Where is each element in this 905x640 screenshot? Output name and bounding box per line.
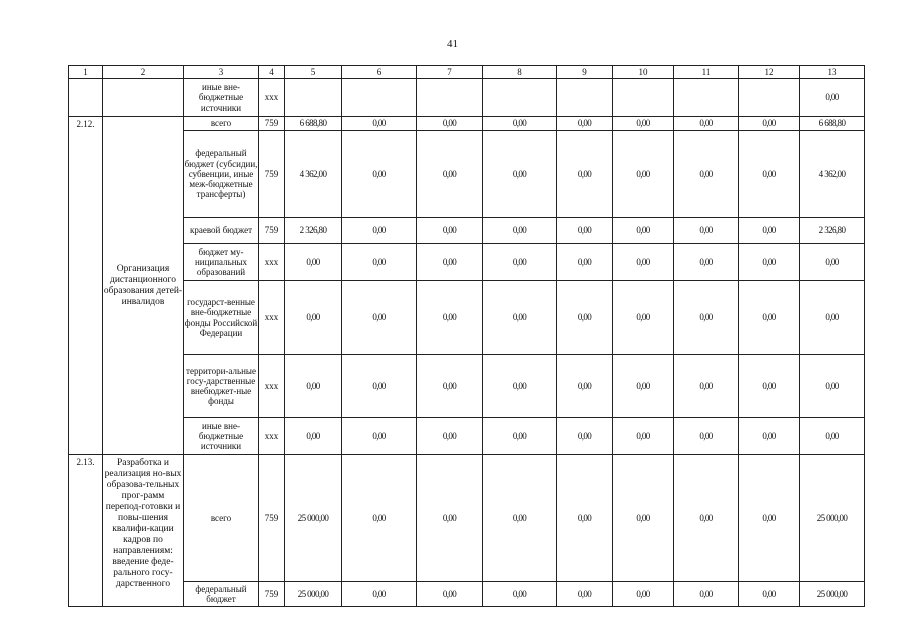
row-number: 2.13. [69, 455, 103, 607]
table-row [69, 418, 865, 455]
column-header: 11 [674, 66, 739, 79]
table-row [69, 131, 865, 218]
value-cell: 0,00 [557, 281, 613, 355]
value-cell: 0,00 [739, 455, 800, 582]
value-cell: 2 326,80 [800, 218, 865, 244]
value-cell [739, 79, 800, 117]
value-cell: 6 688,80 [285, 117, 342, 131]
value-cell: 0,00 [739, 218, 800, 244]
column-header: 10 [613, 66, 674, 79]
value-cell: 0,00 [674, 582, 739, 607]
value-cell: 0,00 [417, 455, 483, 582]
value-cell: 0,00 [483, 244, 557, 281]
column-header: 5 [285, 66, 342, 79]
column-header: 13 [800, 66, 865, 79]
funding-source: территори-альные госу-дарственные внебюджет-ные фонды [184, 355, 259, 418]
value-cell: 0,00 [613, 117, 674, 131]
column-header: 12 [739, 66, 800, 79]
value-cell: 0,00 [417, 131, 483, 218]
value-cell [417, 79, 483, 117]
budget-table [68, 65, 865, 607]
table-row [69, 455, 865, 582]
value-cell: 0,00 [739, 117, 800, 131]
value-cell: 0,00 [342, 418, 417, 455]
value-cell: 0,00 [613, 455, 674, 582]
value-cell: 0,00 [613, 218, 674, 244]
column-header: 3 [184, 66, 259, 79]
value-cell: 0,00 [557, 244, 613, 281]
funding-source: иные вне-бюджетные источники [184, 79, 259, 117]
value-cell: 0,00 [613, 131, 674, 218]
value-cell: 0,00 [417, 418, 483, 455]
value-cell [285, 79, 342, 117]
value-cell: 0,00 [342, 218, 417, 244]
budget-code: 759 [259, 218, 285, 244]
value-cell: 0,00 [342, 117, 417, 131]
funding-source: федеральный бюджет (субсидии, субвенции, иные меж-бюджетные трансферты) [184, 131, 259, 218]
value-cell: 0,00 [342, 355, 417, 418]
value-cell: 0,00 [613, 281, 674, 355]
value-cell: 0,00 [800, 281, 865, 355]
budget-code: 759 [259, 582, 285, 607]
value-cell: 0,00 [342, 455, 417, 582]
value-cell: 0,00 [674, 418, 739, 455]
value-cell: 0,00 [342, 281, 417, 355]
budget-code: xxx [259, 79, 285, 117]
value-cell: 0,00 [417, 582, 483, 607]
value-cell: 0,00 [342, 244, 417, 281]
value-cell: 0,00 [674, 281, 739, 355]
value-cell: 0,00 [674, 131, 739, 218]
column-header: 4 [259, 66, 285, 79]
budget-code: xxx [259, 281, 285, 355]
table-row [69, 355, 865, 418]
item-name [103, 79, 184, 117]
budget-code: xxx [259, 244, 285, 281]
value-cell [557, 79, 613, 117]
row-number: 2.12. [69, 117, 103, 455]
value-cell: 0,00 [674, 244, 739, 281]
value-cell: 0,00 [483, 455, 557, 582]
value-cell: 0,00 [417, 244, 483, 281]
column-header: 7 [417, 66, 483, 79]
column-header: 8 [483, 66, 557, 79]
table-row [69, 281, 865, 355]
funding-source: государст-венные вне-бюджетные фонды Российской Федерации [184, 281, 259, 355]
value-cell: 0,00 [674, 355, 739, 418]
value-cell: 0,00 [739, 281, 800, 355]
value-cell: 0,00 [800, 418, 865, 455]
value-cell: 25 000,00 [800, 582, 865, 607]
value-cell: 0,00 [800, 355, 865, 418]
value-cell: 0,00 [739, 244, 800, 281]
value-cell: 0,00 [557, 582, 613, 607]
budget-code: 759 [259, 117, 285, 131]
value-cell: 0,00 [483, 281, 557, 355]
value-cell: 0,00 [557, 418, 613, 455]
value-cell: 0,00 [800, 244, 865, 281]
value-cell: 0,00 [613, 582, 674, 607]
value-cell: 0,00 [342, 582, 417, 607]
value-cell [613, 79, 674, 117]
budget-code: 759 [259, 131, 285, 218]
value-cell: 0,00 [483, 355, 557, 418]
budget-code: xxx [259, 418, 285, 455]
table-row [69, 117, 865, 131]
table-row [69, 79, 865, 117]
item-name: Организация дистанционного образования детей-инвалидов [103, 117, 184, 455]
budget-code: xxx [259, 355, 285, 418]
value-cell: 0,00 [285, 244, 342, 281]
value-cell: 0,00 [674, 218, 739, 244]
value-cell: 2 326,80 [285, 218, 342, 244]
table-row [69, 244, 865, 281]
value-cell: 0,00 [342, 131, 417, 218]
value-cell: 0,00 [417, 355, 483, 418]
value-cell: 0,00 [557, 455, 613, 582]
value-cell: 6 688,80 [800, 117, 865, 131]
value-cell: 25 000,00 [285, 455, 342, 582]
funding-source: всего [184, 117, 259, 131]
value-cell: 0,00 [674, 117, 739, 131]
value-cell: 0,00 [613, 418, 674, 455]
budget-code: 759 [259, 455, 285, 582]
value-cell: 0,00 [557, 131, 613, 218]
value-cell: 0,00 [557, 218, 613, 244]
table-row [69, 218, 865, 244]
table-header-row [69, 66, 865, 79]
value-cell: 0,00 [483, 218, 557, 244]
value-cell: 0,00 [613, 355, 674, 418]
value-cell: 0,00 [483, 418, 557, 455]
column-header: 9 [557, 66, 613, 79]
column-header: 6 [342, 66, 417, 79]
value-cell: 0,00 [739, 418, 800, 455]
value-cell [674, 79, 739, 117]
value-cell: 0,00 [417, 281, 483, 355]
item-name: Разработка и реализация но-вых образова-тельных прог-рамм перепод-готовки и повы-шения квалифи-кации кадров по направлениям: введение феде-рального госу-дарственного [103, 455, 184, 607]
value-cell: 0,00 [285, 418, 342, 455]
funding-source: федеральный бюджет [184, 582, 259, 607]
value-cell: 0,00 [739, 131, 800, 218]
value-cell: 0,00 [483, 131, 557, 218]
value-cell: 4 362,00 [800, 131, 865, 218]
value-cell: 0,00 [613, 244, 674, 281]
value-cell: 0,00 [483, 582, 557, 607]
value-cell: 25 000,00 [285, 582, 342, 607]
funding-source: иные вне-бюджетные источники [184, 418, 259, 455]
funding-source: краевой бюджет [184, 218, 259, 244]
value-cell [483, 79, 557, 117]
value-cell: 4 362,00 [285, 131, 342, 218]
value-cell: 0,00 [557, 355, 613, 418]
value-cell [342, 79, 417, 117]
value-cell: 0,00 [800, 79, 865, 117]
page-number: 41 [447, 38, 458, 50]
column-header: 1 [69, 66, 103, 79]
value-cell: 0,00 [285, 281, 342, 355]
value-cell: 0,00 [557, 117, 613, 131]
value-cell: 0,00 [483, 117, 557, 131]
value-cell: 25 000,00 [800, 455, 865, 582]
value-cell: 0,00 [285, 355, 342, 418]
table-row [69, 582, 865, 607]
value-cell: 0,00 [417, 218, 483, 244]
value-cell: 0,00 [739, 582, 800, 607]
value-cell: 0,00 [674, 455, 739, 582]
funding-source: всего [184, 455, 259, 582]
funding-source: бюджет му-ниципальных образований [184, 244, 259, 281]
row-number [69, 79, 103, 117]
column-header: 2 [103, 66, 184, 79]
value-cell: 0,00 [417, 117, 483, 131]
value-cell: 0,00 [739, 355, 800, 418]
